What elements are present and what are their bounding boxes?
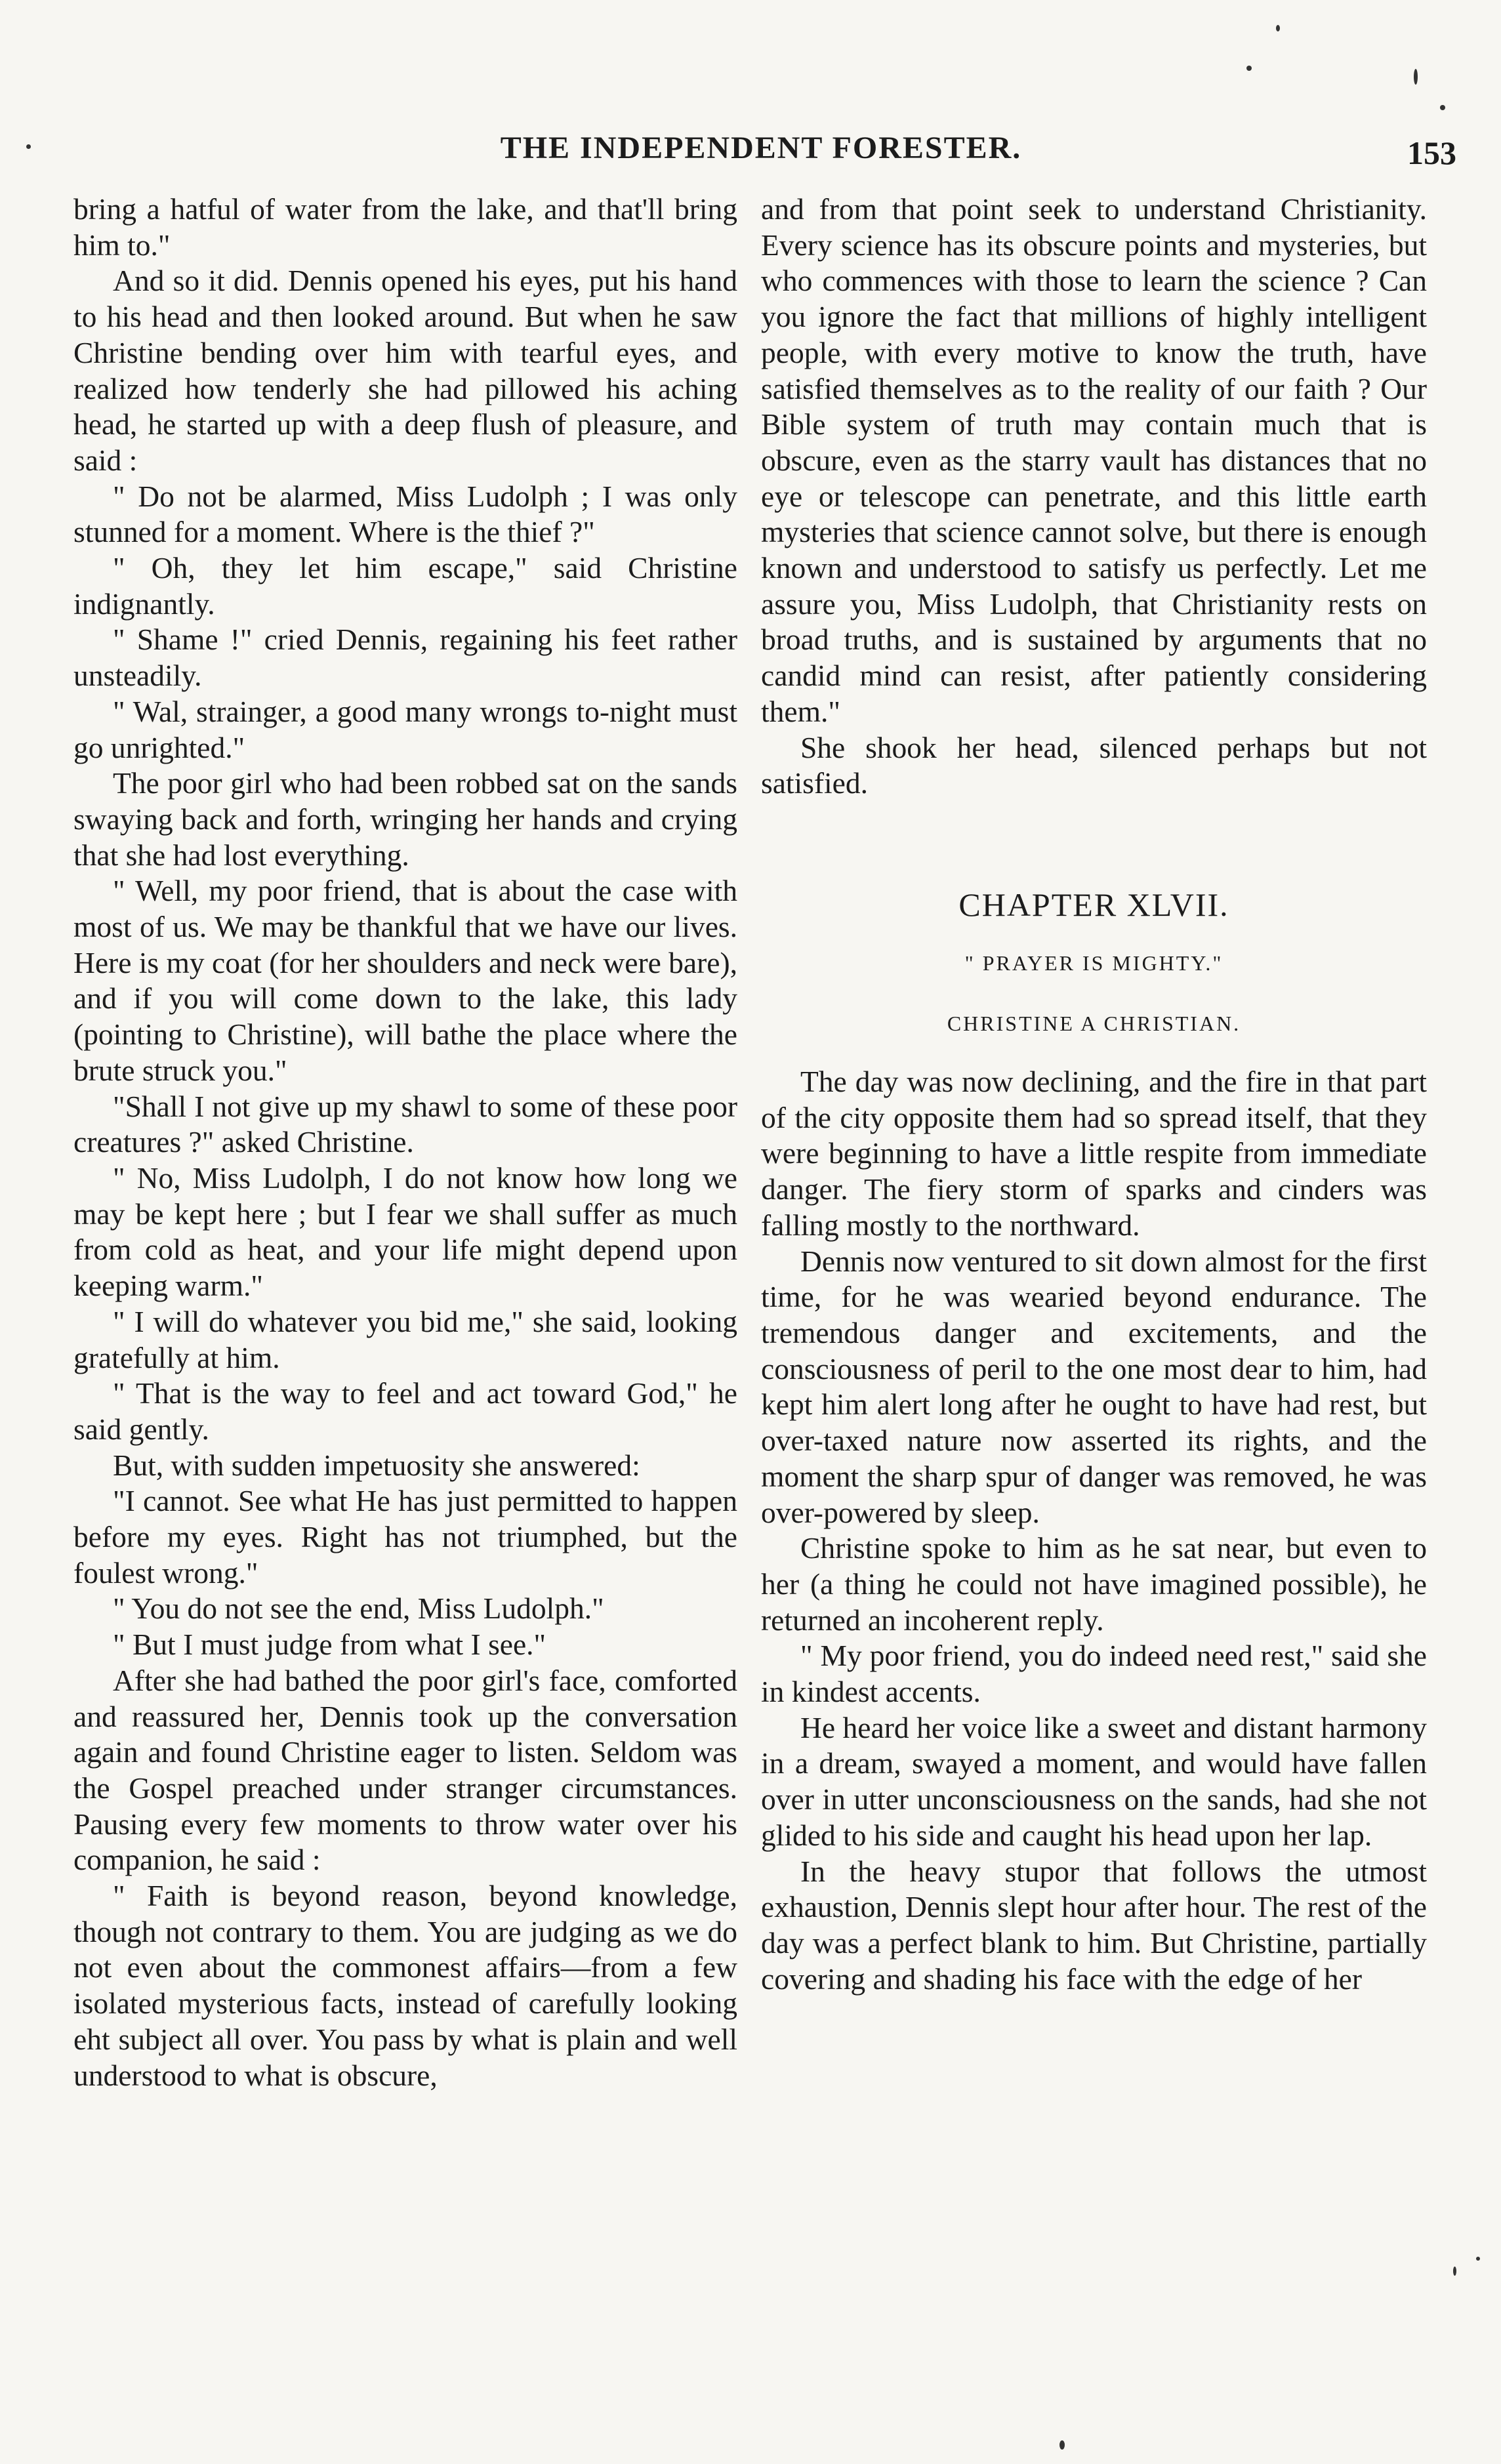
paragraph: Christine spoke to him as he sat near, but even to her (a thing he could not have imagined possible), he returned an incoherent reply. (761, 1531, 1427, 1637)
paragraph: "I cannot. See what He has just permitted to happen before my eyes. Right has not triumphed, but the foulest wrong." (73, 1484, 737, 1590)
paragraph: " Do not be alarmed, Miss Ludolph ; I was only stunned for a moment. Where is the thief ?" (73, 479, 737, 549)
paragraph: " No, Miss Ludolph, I do not know how long we may be kept here ; but I fear we shall suffer as much from cold as heat, and your life might depend upon keeping warm." (73, 1160, 737, 1303)
paragraph: " You do not see the end, Miss Ludolph." (113, 1591, 604, 1626)
running-header (66, 130, 1456, 182)
paragraph: " Oh, they let him escape," said Christine indignantly. (73, 551, 737, 621)
paragraph: " Wal, strainger, a good many wrongs to-night must go unrighted." (73, 694, 737, 764)
chapter-subtitle: " PRAYER IS MIGHTY." (964, 951, 1223, 975)
paragraph: and from that point seek to understand Christianity. Every science has its obscure points and mysteries, but who commences with those to learn the science ? Can you ignore the fact that millions of highly intelligent people, with every motive to know the truth, have satisfied themselves as to the reality of our faith ? Our Bible system of truth may contain much that is obscure, even as the starry vault has distances that no eye or telescope can penetrate, and this little earth mysteries that science cannot solve, but there is enough known and understood to satisfy us perfectly. Let me assure you, Miss Ludolph, that Christianity rests on broad truths, and is sustained by arguments that no candid mind can resist, after patiently considering them." (761, 192, 1427, 728)
paragraph: In the heavy stupor that follows the utmost exhaustion, Dennis slept hour after hour. The rest of the day was a perfect blank to him. But Christine, partially covering and shading his face with the edge of her (761, 1854, 1427, 1996)
paragraph: The poor girl who had been robbed sat on the sands swaying back and forth, wringing her hands and crying that she had lost everything. (73, 766, 737, 872)
scan-speck (1276, 25, 1280, 31)
paragraph: " Faith is beyond reason, beyond knowledge, though not contrary to them. You are judging as we do not even about the commonest affairs—from a few isolated mysterious facts, instead of carefully looking eht subject all over. You pass by what is plain and well understood to what is obscure, (73, 1879, 737, 2092)
paragraph: But, with sudden impetuosity she answered: (113, 1448, 640, 1482)
paragraph: Dennis now ventured to sit down almost for the first time, for he was wearied beyond endurance. The tremendous danger and excitements, and the consciousness of peril to the one most dear to him, had kept him alert long after he ought to have had rest, but over-taxed nature now asserted its rights, and the moment the sharp spur of danger was removed, he was over-powered by sleep. (761, 1244, 1427, 1529)
running-title: THE INDEPENDENT FORESTER. (500, 131, 1022, 165)
paragraph: " Well, my poor friend, that is about the case with most of us. We may be thankful that we have our lives. Here is my coat (for her shoulders and neck were bare), and if you will come down to the lake, this lady (pointing to Christine), will bathe the place where the brute struck you." (73, 874, 737, 1087)
scan-speck (1440, 105, 1445, 110)
paragraph: After she had bathed the poor girl's face, comforted and reassured her, Dennis took up the conversation again and found Christine eager to listen. Seldom was the Gospel preached under stranger circumstances. Pausing every few moments to throw water over his companion, he said : (73, 1663, 737, 1877)
paragraph: bring a hatful of water from the lake, and that'll bring him to." (73, 192, 737, 262)
chapter-heading: CHAPTER XLVII. (958, 886, 1229, 923)
paragraph: And so it did. Dennis opened his eyes, put his hand to his head and then looked around. But when he saw Christine bending over him with tearful eyes, and realized how tenderly she had pillowed his aching head, he started up with a deep flush of pleasure, and said : (73, 264, 737, 477)
scan-speck (1246, 66, 1252, 71)
left-column (73, 192, 737, 2093)
chapter-subtitle-secondary: CHRISTINE A CHRISTIAN. (947, 1012, 1241, 1036)
paragraph: " Shame !" cried Dennis, regaining his feet rather unsteadily. (73, 623, 737, 693)
paragraph: " That is the way to feel and act toward God," he said gently. (73, 1376, 737, 1446)
scan-speck (1453, 2267, 1456, 2276)
paragraph: "Shall I not give up my shawl to some of these poor creatures ?" asked Christine. (73, 1089, 737, 1159)
scan-speck (1059, 2440, 1065, 2450)
paragraph: " My poor friend, you do indeed need rest," said she in kindest accents. (761, 1639, 1427, 1709)
paragraph: The day was now declining, and the fire in that part of the city opposite them had so spread itself, that they were beginning to have a little respite from immediate danger. The fiery storm of sparks and cinders was falling mostly to the northward. (761, 1065, 1427, 1242)
paragraph: " But I must judge from what I see." (113, 1628, 546, 1662)
scan-speck (1476, 2257, 1480, 2261)
scan-speck (26, 144, 31, 149)
paragraph: " I will do whatever you bid me," she said, looking gratefully at him. (73, 1304, 737, 1374)
paragraph: She shook her head, silenced perhaps but not satisfied. (761, 730, 1427, 800)
scan-speck (1414, 69, 1418, 85)
right-column (761, 192, 1427, 1997)
page-number: 153 (1407, 134, 1456, 171)
paragraph: He heard her voice like a sweet and distant harmony in a dream, swayed a moment, and would have fallen over in utter unconsciousness on the sands, had she not glided to his side and caught his head upon her lap. (761, 1710, 1427, 1852)
